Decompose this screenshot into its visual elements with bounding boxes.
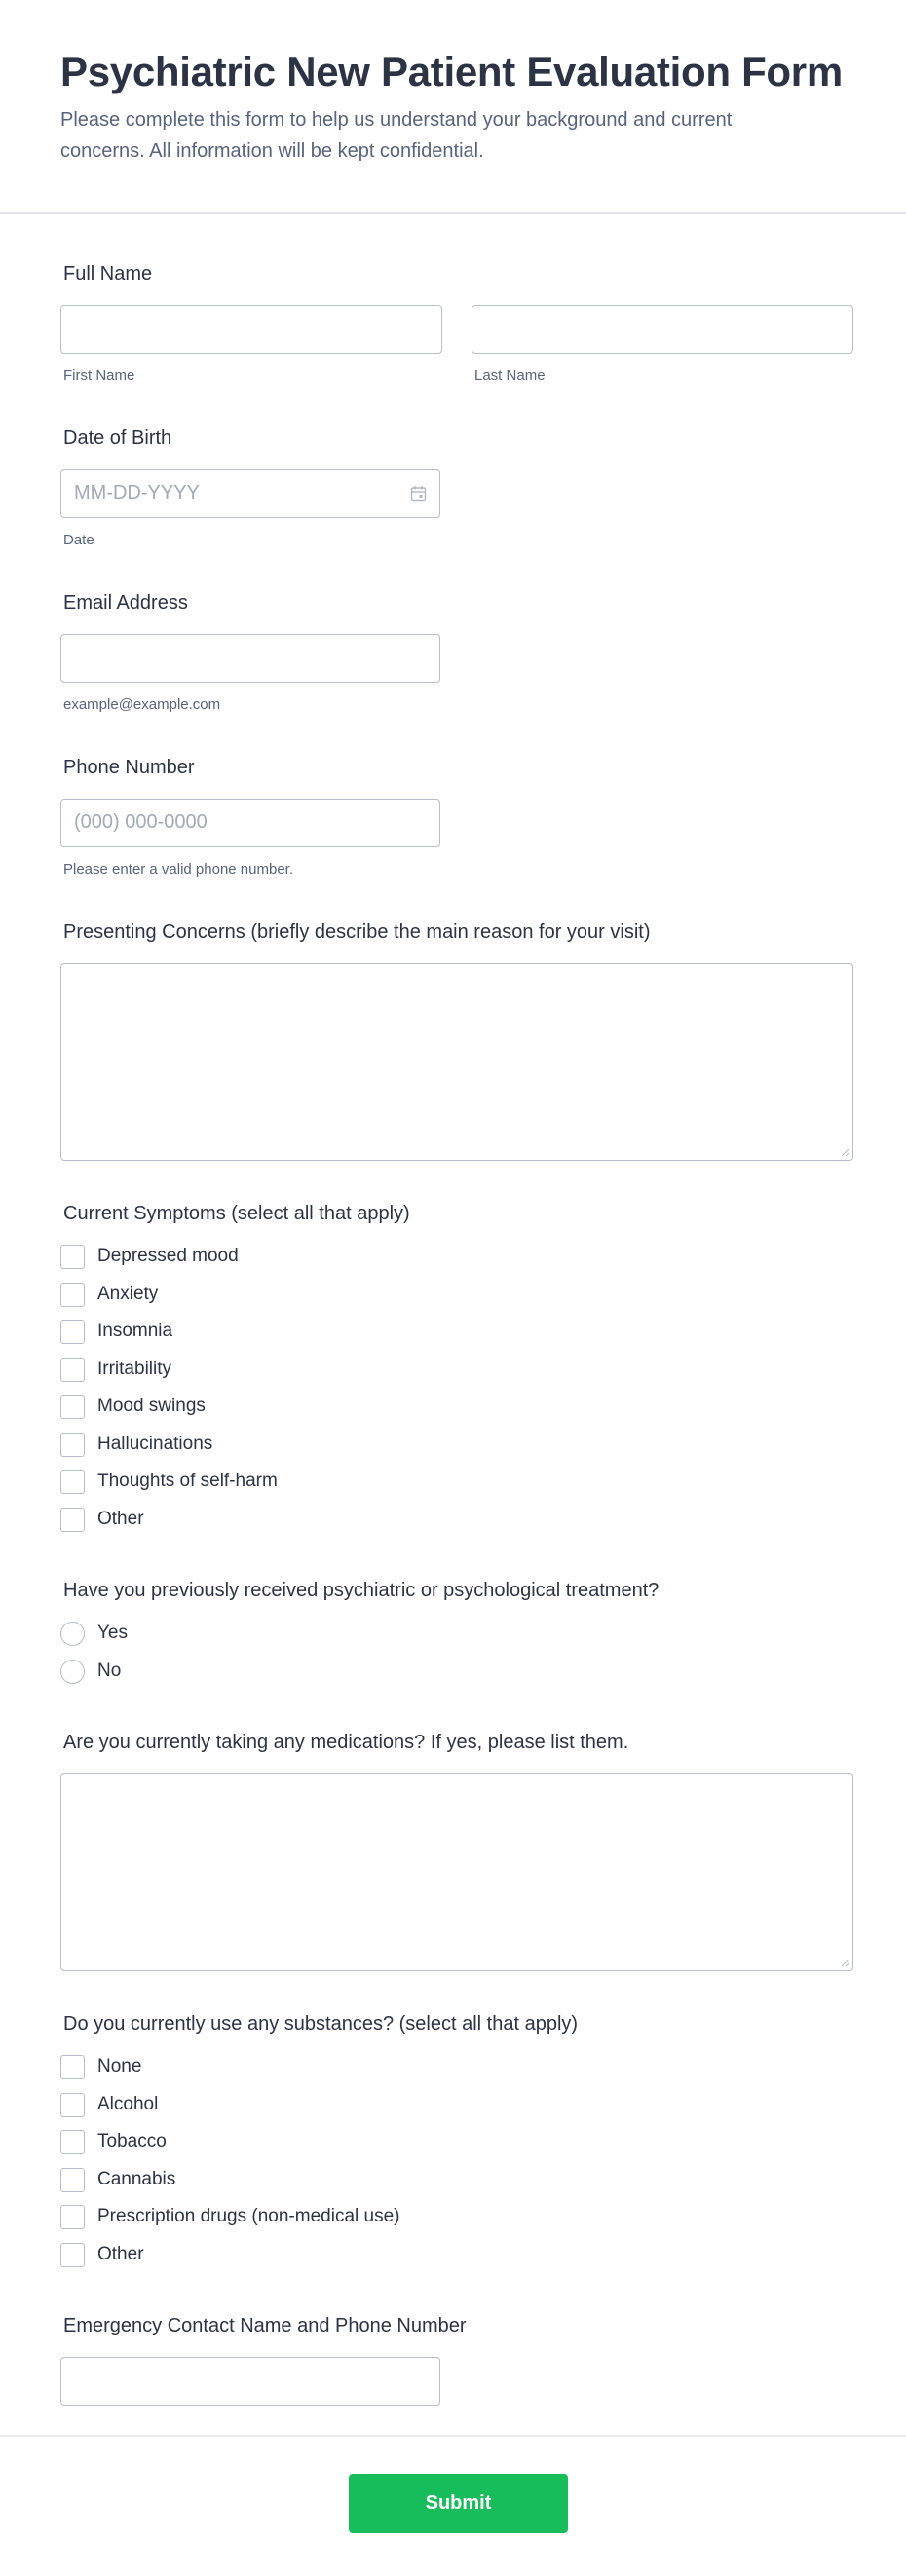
checkbox[interactable] bbox=[60, 1320, 85, 1344]
full-name-label: Full Name bbox=[63, 263, 153, 284]
resize-grip-icon[interactable] bbox=[840, 1958, 849, 1967]
symptoms-label: Current Symptoms (select all that apply) bbox=[63, 1203, 410, 1224]
email-label: Email Address bbox=[63, 592, 188, 614]
option-label: Other bbox=[97, 1509, 144, 1529]
dob-label: Date of Birth bbox=[63, 428, 172, 449]
emergency-contact-input[interactable] bbox=[60, 2357, 440, 2406]
option-label: Thoughts of self-harm bbox=[97, 1471, 278, 1491]
option-label: Tobacco bbox=[97, 2131, 167, 2151]
previous-treatment-label: Have you previously received psychiatric or psychological treatment? bbox=[63, 1580, 660, 1601]
option-label: None bbox=[97, 2056, 142, 2076]
checkbox[interactable] bbox=[60, 1433, 85, 1457]
checkbox[interactable] bbox=[60, 1245, 85, 1269]
checkbox[interactable] bbox=[60, 2055, 85, 2079]
phone-placeholder: (000) 000-0000 bbox=[74, 811, 208, 833]
checkbox[interactable] bbox=[60, 2205, 85, 2229]
dob-sublabel: Date bbox=[63, 532, 94, 548]
phone-label: Phone Number bbox=[63, 757, 195, 778]
checkbox[interactable] bbox=[60, 1283, 85, 1307]
resize-grip-icon[interactable] bbox=[840, 1147, 849, 1157]
medications-textarea[interactable] bbox=[60, 1773, 853, 1971]
substances-label: Do you currently use any substances? (select all that apply) bbox=[63, 2013, 579, 2035]
phone-sublabel: Please enter a valid phone number. bbox=[63, 861, 293, 877]
form-title: Psychiatric New Patient Evaluation Form bbox=[60, 49, 843, 94]
dob-placeholder: MM-DD-YYYY bbox=[74, 482, 200, 504]
option-label: Other bbox=[97, 2244, 144, 2264]
option-label: Alcohol bbox=[97, 2094, 159, 2114]
checkbox[interactable] bbox=[60, 2130, 85, 2154]
checkbox[interactable] bbox=[60, 1395, 85, 1419]
checkbox[interactable] bbox=[60, 1358, 85, 1382]
emergency-contact-label: Emergency Contact Name and Phone Number bbox=[63, 2315, 467, 2336]
concerns-textarea[interactable] bbox=[60, 963, 853, 1161]
checkbox[interactable] bbox=[60, 2093, 85, 2117]
checkbox[interactable] bbox=[60, 1508, 85, 1532]
dob-input[interactable] bbox=[60, 469, 440, 518]
phone-input[interactable] bbox=[60, 799, 440, 847]
option-label: Depressed mood bbox=[97, 1246, 239, 1266]
checkbox[interactable] bbox=[60, 2168, 85, 2192]
radio-button[interactable] bbox=[60, 1622, 85, 1646]
option-label: Insomnia bbox=[97, 1321, 173, 1341]
form-description: Please complete this form to help us understand your background and current concerns. All information will be kept confidential. bbox=[60, 109, 733, 162]
option-label: Irritability bbox=[97, 1359, 172, 1379]
option-label: Yes bbox=[97, 1623, 128, 1643]
concerns-label: Presenting Concerns (briefly describe the main reason for your visit) bbox=[63, 921, 651, 943]
submit-button[interactable]: Submit bbox=[349, 2474, 568, 2533]
option-label: Mood swings bbox=[97, 1396, 206, 1416]
first-name-sublabel: First Name bbox=[63, 367, 135, 384]
option-label: Anxiety bbox=[97, 1284, 159, 1304]
option-label: No bbox=[97, 1661, 122, 1681]
last-name-input[interactable] bbox=[472, 305, 853, 354]
option-label: Cannabis bbox=[97, 2169, 176, 2189]
option-label: Hallucinations bbox=[97, 1434, 213, 1454]
radio-button[interactable] bbox=[60, 1660, 85, 1684]
first-name-input[interactable] bbox=[60, 305, 442, 354]
option-label: Prescription drugs (non-medical use) bbox=[97, 2206, 400, 2226]
email-input[interactable] bbox=[60, 634, 440, 683]
last-name-sublabel: Last Name bbox=[474, 367, 546, 384]
form-header bbox=[0, 0, 906, 214]
checkbox[interactable] bbox=[60, 1470, 85, 1494]
checkbox[interactable] bbox=[60, 2243, 85, 2267]
medications-label: Are you currently taking any medications? If yes, please list them. bbox=[63, 1732, 629, 1753]
email-sublabel: example@example.com bbox=[63, 696, 221, 713]
calendar-icon[interactable] bbox=[410, 485, 427, 502]
